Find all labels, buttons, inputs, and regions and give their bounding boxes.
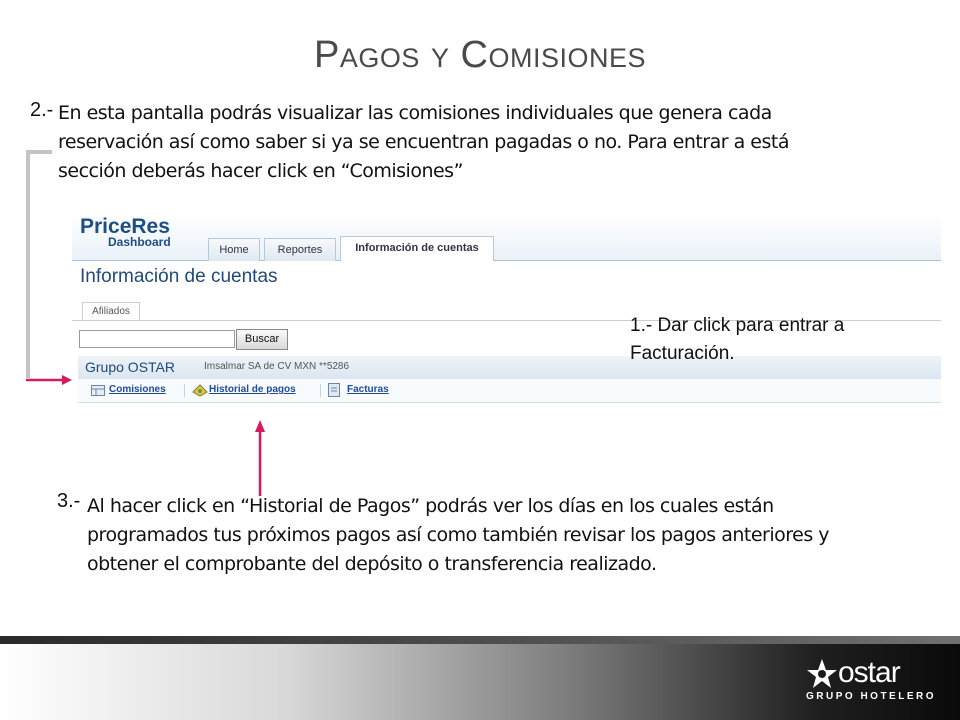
historial-de-pagos-link[interactable]: Historial de pagos [209, 384, 296, 395]
app-screenshot [72, 214, 941, 406]
ostar-star-icon [806, 658, 838, 690]
tab-informacion-de-cuentas[interactable]: Información de cuentas [340, 236, 494, 261]
search-button[interactable]: Buscar [236, 329, 288, 350]
page-heading: Información de cuentas [80, 266, 278, 287]
app-header [72, 214, 941, 261]
footer-top-stripe [0, 636, 960, 644]
step-3-number: 3.- [57, 490, 81, 512]
group-links-bar [78, 379, 941, 403]
step-1-callout: 1.- Dar click para entrar a Facturación. [630, 315, 845, 364]
subtab-afiliados[interactable]: Afiliados [82, 302, 140, 320]
group-name: Grupo OSTAR [85, 359, 175, 375]
table-icon [91, 385, 105, 396]
slide-title: Pagos y Comisiones [314, 34, 646, 76]
brand-subtitle: GRUPO HOTELERO [806, 691, 937, 702]
dashboard-logo-subtitle: Dashboard [108, 235, 171, 249]
step-2-description: En esta pantalla podrás visualizar las comisiones individuales que genera cada reservación así como saber si ya se encuentran pagadas o no. Para entrar a está sección deberás hacer click en “Comisiones” [58, 102, 789, 182]
link-separator [320, 384, 321, 397]
money-icon [192, 384, 208, 397]
search-input[interactable] [79, 330, 235, 348]
step-3-description: Al hacer click en “Historial de Pagos” podrás ver los días en los cuales están programados tus próximos pagos así como también revisar los pagos anteriores y obtener el comprobante del depósito o transferencia realizado. [87, 495, 830, 575]
group-account-info: Imsalmar SA de CV MXN **5286 [204, 361, 350, 372]
pricerespp-logo[interactable]: PriceRes [80, 215, 170, 238]
tab-home[interactable]: Home [208, 238, 260, 261]
link-separator [184, 384, 185, 397]
ostar-brand-logo [806, 656, 936, 706]
brand-name: ostar [838, 656, 900, 689]
facturas-link[interactable]: Facturas [347, 384, 389, 395]
step-2-number: 2.- [30, 99, 54, 121]
document-icon [328, 383, 340, 397]
comisiones-link[interactable]: Comisiones [109, 384, 166, 395]
tab-reportes[interactable]: Reportes [264, 238, 336, 261]
